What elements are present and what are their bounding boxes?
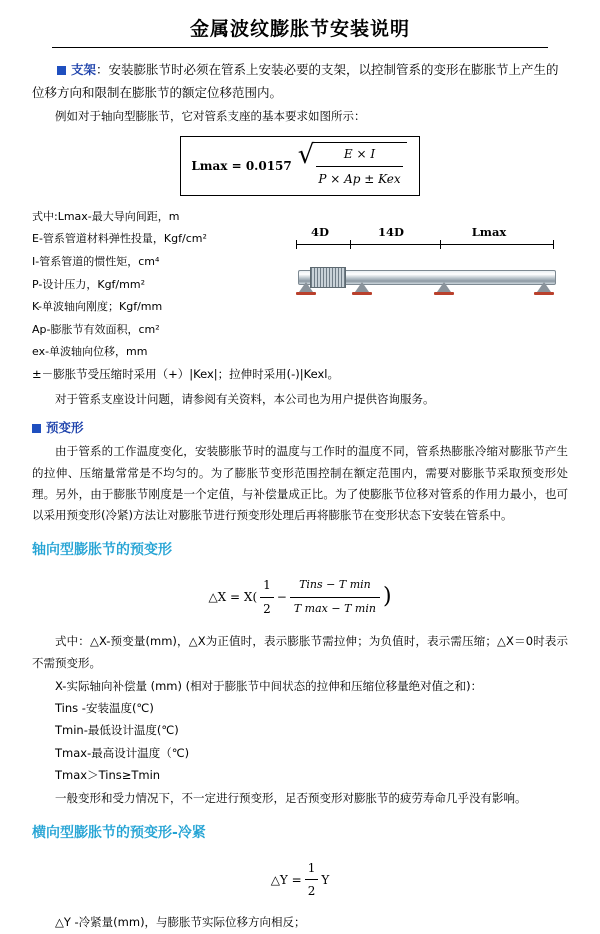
formula-axial-frac-den: T max − T min xyxy=(293,601,376,615)
diagram-canvas xyxy=(292,244,562,310)
legend-item: 式中:Lmax-最大导向间距，m xyxy=(32,209,180,223)
legend-item: E-管系管道材料弹性投量，Kgf/cm² xyxy=(32,232,207,246)
section-predeform-heading-line xyxy=(32,416,568,439)
section-support-heading: 支架 xyxy=(71,62,97,77)
section-support-example: 例如对于轴向型膨胀节，它对管系支座的基本要求如图所示： xyxy=(55,109,366,124)
formula-axial-lhs: △X = X( xyxy=(208,589,258,604)
formula-lmax-lhs: Lmax = 0.0157 xyxy=(191,158,292,173)
formula-axial-predeform xyxy=(32,574,568,619)
formula-lateral-coldpull xyxy=(32,857,568,902)
formula-lateral-lhs: △Y = xyxy=(270,872,302,887)
formula-axial-half-num: 1 xyxy=(260,574,274,597)
diagram-dimension-line xyxy=(296,244,554,245)
section-lateral-note: △Y -冷紧量(mm)，与膨胀节实际位移方向相反； xyxy=(55,915,306,930)
formula-lateral-half-den: 2 xyxy=(307,884,316,899)
page-title: 金属波纹膨胀节安装说明 xyxy=(189,18,410,40)
diagram-label-lmax: Lmax xyxy=(471,224,507,239)
section-lateral-heading: 横向型膨胀节的预变形-冷紧 xyxy=(32,825,206,842)
diagram-tick xyxy=(350,240,351,249)
legend-and-figure xyxy=(32,206,568,364)
formula-axial-frac-num: Tins − T min xyxy=(290,575,380,597)
section-axial-heading: 轴向型膨胀节的预变形 xyxy=(32,542,172,559)
axial-note: X-实际轴向补偿量 (mm) (相对于膨胀节中间状态的拉伸和压缩位移量绝对值之和)： xyxy=(55,678,483,693)
formula-lmax-fraction xyxy=(312,142,406,190)
formula-lateral-rhs: Y xyxy=(321,872,330,887)
formula-axial-fraction xyxy=(290,575,380,619)
support-anchor-icon xyxy=(296,282,316,296)
document-content xyxy=(0,58,600,934)
legend-item: Ap-膨胀节有效面积，cm² xyxy=(32,322,160,336)
section-support-heading-line: 支架：安装膨胀节时必须在管系上安装必要的支架，以控制管系的变形在膨胀节上产生的位移方向和限制在膨胀节的额定位移范围内。 xyxy=(32,62,559,101)
legend-item-pm: ±－膨胀节受压缩时采用（+）|Kex|；拉伸时采用(-)|Kexl。 xyxy=(32,366,340,381)
diagram-tick xyxy=(440,240,441,249)
blue-square-icon xyxy=(32,424,41,433)
legend-item: I-管系管道的惯性矩，cm⁴ xyxy=(32,254,160,268)
formula-lmax-denominator: P × Ap ± Kex xyxy=(318,171,401,186)
formula-lmax xyxy=(180,136,419,196)
legend-item: P-设计压力，Kgf/mm² xyxy=(32,277,145,291)
section-predeform-body: 由于管系的工作温度变化，安装膨胀节时的温度与工作时的温度不同，管系热膨胀冷缩对膨胀节产生的拉伸、压缩量常常是不均匀的。为了膨胀节变形范围控制在额定范围内，需要对膨胀节采取预变形处理。另外，由于膨胀节刚度是一个定值，与补偿量成正比。为了使膨胀节位移对管系的作用力最小，也可以采用预变形(冷紧)方法让对膨胀节进行预变形处理后再将膨胀节在变形状态下安装在管系中。 xyxy=(32,444,568,523)
diagram-dimension-labels xyxy=(292,222,568,243)
formula-lmax-radical xyxy=(297,139,407,190)
axial-note: 式中：△X-预变量(mm)，△X为正值时，表示膨胀节需拉伸；为负值时，表示需压缩；△X＝0时表示不需预变形。 xyxy=(32,633,568,671)
formula-axial-half xyxy=(260,574,274,619)
axial-note: Tmax＞Tins≥Tmin xyxy=(55,768,161,783)
axial-note: Tmax-最高设计温度（℃) xyxy=(55,745,190,760)
symbol-legend xyxy=(32,206,284,364)
formula-axial-half-den: 2 xyxy=(263,601,271,616)
radical-sign-icon: √ xyxy=(297,139,315,170)
formula-lateral-half xyxy=(305,857,319,902)
support-anchor-icon xyxy=(534,282,554,296)
diagram-label-4d: 4D xyxy=(311,224,329,239)
axial-note: 一般变形和受力情况下，不一定进行预变形，足否预变形对膨胀节的疲劳寿命几乎没有影响。 xyxy=(55,790,527,805)
support-guide-icon xyxy=(434,282,454,296)
blue-square-icon xyxy=(57,66,66,75)
formula-lateral-half-num: 1 xyxy=(305,857,319,880)
legend-item: ex-单波轴向位移，mm xyxy=(32,345,148,359)
axial-note: Tins -安装温度(℃) xyxy=(55,700,154,715)
legend-item: K-单波轴向刚度；Kgf/mm xyxy=(32,300,163,314)
section-support-intro: 安装膨胀节时必须在管系上安装必要的支架，以控制管系的变形在膨胀节上产生的位移方向和限制在膨胀节的额定位移范围内。 xyxy=(32,62,559,101)
title-divider xyxy=(52,47,548,48)
section-axial-notes xyxy=(32,630,568,809)
document-page xyxy=(0,14,600,930)
support-guide-icon xyxy=(352,282,372,296)
formula-lmax-numerator: E × I xyxy=(316,143,402,167)
section-predeform-heading: 预变形 xyxy=(46,420,84,436)
diagram-tick xyxy=(296,240,297,249)
piping-support-diagram xyxy=(292,206,568,310)
formula-axial-minus: − xyxy=(276,589,287,604)
formula-lmax-box xyxy=(32,136,568,196)
formula-axial-rparen: ) xyxy=(382,584,392,610)
diagram-tick xyxy=(553,240,554,249)
axial-note: Tmin-最低设计温度(℃) xyxy=(55,723,179,738)
diagram-label-14d: 14D xyxy=(378,224,404,239)
section-support-closing: 对于管系支座设计问题，请参阅有关资料，本公司也为用户提供咨询服务。 xyxy=(55,391,435,406)
